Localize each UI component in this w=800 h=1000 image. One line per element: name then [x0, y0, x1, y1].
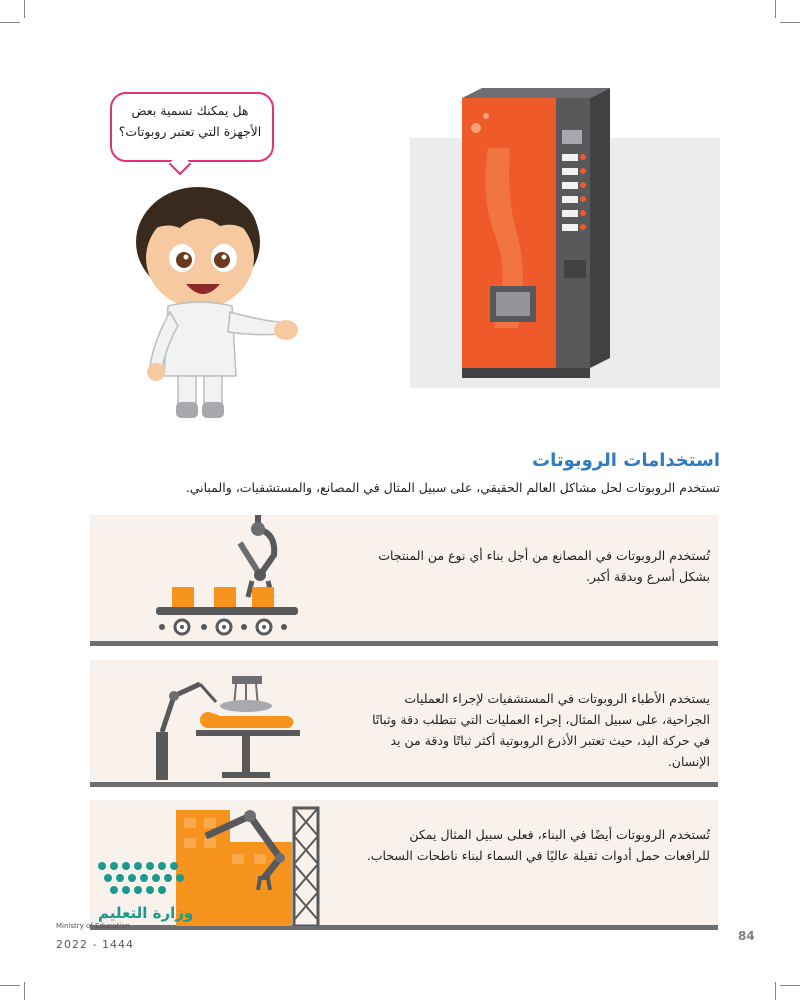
panel-text-line: يستخدم الأطباء الروبوتات في المستشفيات لإجراء العمليات	[404, 691, 710, 706]
vending-machine-illustration	[410, 88, 720, 396]
page-number: 84	[738, 929, 755, 943]
section-intro: تستخدم الروبوتات لحل مشاكل العالم الحقيقي، على سبيل المثال في المصانع، والمستشفيات، والمباني.	[185, 480, 720, 495]
boy-character-illustration	[120, 180, 310, 430]
crop-mark	[780, 985, 800, 986]
crop-mark	[780, 22, 800, 23]
panel-text-line: تُستخدم الروبوتات في المصانع من أجل بناء أي نوع من المنتجات	[378, 548, 710, 563]
panel-text-line: للرافعات حمل أدوات ثقيلة عاليًا في السماء لبناء ناطحات السحاب.	[366, 848, 710, 863]
edition-year: 2022 - 1444	[56, 938, 134, 951]
crop-mark	[24, 0, 25, 18]
crop-mark	[24, 982, 25, 1000]
panel-text-line: بشكل أسرع وبدقة أكبر.	[585, 569, 710, 584]
section-title: استخدامات الروبوتات	[532, 450, 720, 471]
speech-bubble-line: الأجهزة التي تعتبر روبوتات؟	[118, 124, 262, 139]
panel-text-line: تُستخدم الروبوتات أيضًا في البناء، فعلى سبيل المثال يمكن	[409, 827, 710, 842]
panel-text-line: في حركة اليد، حيث تعتبر الأذرع الروبوتية أكثر ثباتًا ودقة من يد	[390, 733, 710, 748]
speech-bubble-line: هل يمكنك تسمية بعض	[131, 103, 249, 118]
factory-robot-arm-illustration	[152, 515, 302, 641]
speech-bubble-text	[114, 100, 266, 142]
panel-divider	[90, 641, 718, 646]
panel-text-line: الإنسان.	[667, 754, 710, 769]
crop-mark	[775, 0, 776, 18]
ministry-logo-icon	[96, 860, 188, 904]
surgical-robot-illustration	[150, 672, 310, 782]
construction-crane-illustration	[176, 806, 326, 926]
crop-mark	[0, 985, 20, 986]
ministry-name-english: Ministry of Education	[56, 922, 130, 930]
factory-panel-text	[350, 545, 710, 587]
crop-mark	[775, 982, 776, 1000]
construction-panel-text	[350, 824, 710, 866]
panel-divider	[90, 782, 718, 787]
ministry-name-arabic: وزارة التعليم	[98, 904, 194, 922]
panel-text-line: الجراحية، على سبيل المثال، إجراء العمليات التي تتطلب دقة وثباتًا	[372, 712, 710, 727]
crop-mark	[0, 22, 20, 23]
hospital-panel-text	[335, 688, 710, 772]
